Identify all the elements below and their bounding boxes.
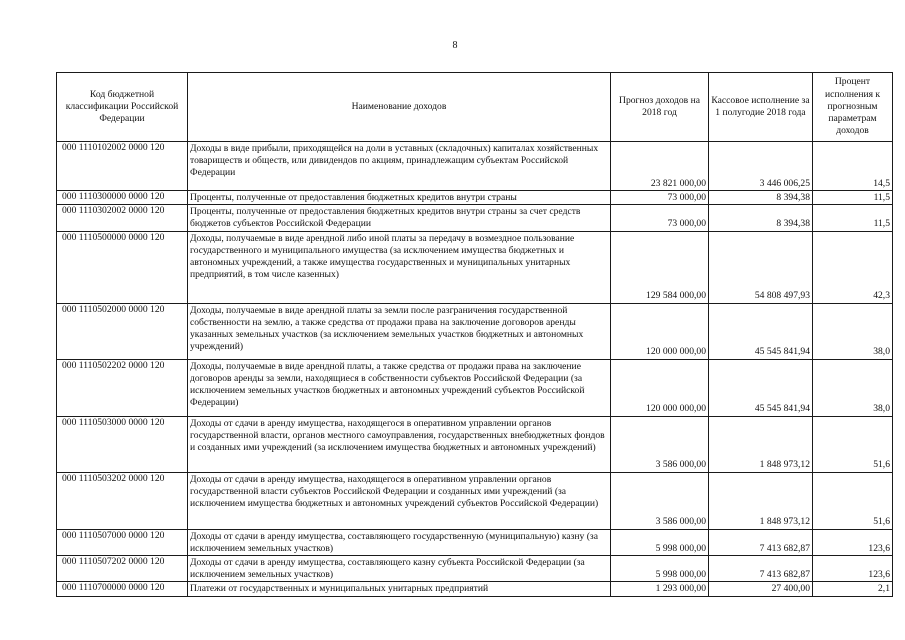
row-code: 000 1110507202 0000 120 [57, 556, 188, 582]
row-forecast: 3 586 000,00 [611, 472, 709, 529]
row-code: 000 1110700000 0000 120 [57, 582, 188, 596]
row-percent: 123,6 [813, 529, 893, 555]
row-name: Доходы от сдачи в аренду имущества, находящегося в оперативном управлении органов государственной власти субъектов Российской Федерации и созданных ими учреждений (за исключением имущества бюджетных и автономных учреждений субъектов Российской Федерации) [188, 472, 611, 529]
row-execution: 8 394,38 [709, 191, 813, 205]
row-code: 000 1110502202 0000 120 [57, 359, 188, 416]
row-percent: 51,6 [813, 416, 893, 472]
row-execution: 45 545 841,94 [709, 303, 813, 359]
row-forecast: 73 000,00 [611, 205, 709, 231]
row-execution: 1 848 973,12 [709, 416, 813, 472]
row-code: 000 1110300000 0000 120 [57, 191, 188, 205]
row-name: Доходы от сдачи в аренду имущества, составляющего казну субъекта Российской Федерации (за исключением земельных участков) [188, 556, 611, 582]
row-forecast: 120 000 000,00 [611, 303, 709, 359]
row-name: Проценты, полученные от предоставления бюджетных кредитов внутри страны [188, 191, 611, 205]
row-forecast: 1 293 000,00 [611, 582, 709, 596]
header-forecast: Прогноз доходов на 2018 год [611, 73, 709, 142]
row-name: Доходы, получаемые в виде арендной либо иной платы за передачу в возмездное пользование государственного и муниципального имущества (за исключением имущества бюджетных и автономных учреждений, а также имущества государственных и муниципальных унитарных предприятий, в том числе казенных) [188, 231, 611, 303]
row-forecast: 5 998 000,00 [611, 556, 709, 582]
table-row [57, 582, 893, 596]
table-row [57, 142, 893, 191]
row-forecast: 120 000 000,00 [611, 359, 709, 416]
row-execution: 54 808 497,93 [709, 231, 813, 303]
table-row [57, 472, 893, 529]
row-percent: 42,3 [813, 231, 893, 303]
row-code: 000 1110503000 0000 120 [57, 416, 188, 472]
table-row [57, 416, 893, 472]
row-name: Доходы в виде прибыли, приходящейся на доли в уставных (складочных) капиталах хозяйственных товариществ и обществ, или дивидендов по акциям, принадлежащим субъектам Российской Федерации [188, 142, 611, 191]
row-forecast: 129 584 000,00 [611, 231, 709, 303]
row-percent: 11,5 [813, 191, 893, 205]
row-percent: 51,6 [813, 472, 893, 529]
row-name: Платежи от государственных и муниципальных унитарных предприятий [188, 582, 611, 596]
page-number: 8 [452, 40, 458, 51]
header-percent: Процент исполнения к прогнозным параметрам доходов [813, 73, 893, 142]
row-execution: 7 413 682,87 [709, 529, 813, 555]
row-execution: 7 413 682,87 [709, 556, 813, 582]
row-name: Проценты, полученные от предоставления бюджетных кредитов внутри страны за счет средств бюджетов субъектов Российской Федерации [188, 205, 611, 231]
row-percent: 14,5 [813, 142, 893, 191]
row-percent: 123,6 [813, 556, 893, 582]
table-row [57, 359, 893, 416]
row-forecast: 23 821 000,00 [611, 142, 709, 191]
row-code: 000 1110102002 0000 120 [57, 142, 188, 191]
table-row [57, 529, 893, 555]
row-execution: 1 848 973,12 [709, 472, 813, 529]
row-forecast: 73 000,00 [611, 191, 709, 205]
table-row [57, 231, 893, 303]
row-execution: 3 446 006,25 [709, 142, 813, 191]
revenue-table [56, 72, 893, 597]
row-percent: 2,1 [813, 582, 893, 596]
row-code: 000 1110503202 0000 120 [57, 472, 188, 529]
row-forecast: 5 998 000,00 [611, 529, 709, 555]
table-row [57, 556, 893, 582]
row-code: 000 1110500000 0000 120 [57, 231, 188, 303]
table-row [57, 303, 893, 359]
row-percent: 38,0 [813, 359, 893, 416]
row-code: 000 1110502000 0000 120 [57, 303, 188, 359]
row-name: Доходы от сдачи в аренду имущества, находящегося в оперативном управлении органов государственной власти, органов местного самоуправления, государственных внебюджетных фондов и созданных ими учреждений (за исключением имущества бюджетных и автономных учреждений) [188, 416, 611, 472]
row-execution: 8 394,38 [709, 205, 813, 231]
row-name: Доходы от сдачи в аренду имущества, составляющего государственную (муниципальную) казну (за исключением земельных участков) [188, 529, 611, 555]
row-code: 000 1110302002 0000 120 [57, 205, 188, 231]
table-row [57, 191, 893, 205]
header-name: Наименование доходов [188, 73, 611, 142]
header-code: Код бюджетной классификации Российской Федерации [57, 73, 188, 142]
row-forecast: 3 586 000,00 [611, 416, 709, 472]
row-name: Доходы, получаемые в виде арендной платы, а также средства от продажи права на заключение договоров аренды за земли, находящиеся в собственности субъектов Российской Федерации (за исключением земельных участков бюджетных и автономных учреждений субъектов Российской Федерации) [188, 359, 611, 416]
table-header-row [57, 73, 893, 142]
table-row [57, 205, 893, 231]
row-execution: 27 400,00 [709, 582, 813, 596]
header-execution: Кассовое исполнение за 1 полугодие 2018 года [709, 73, 813, 142]
row-execution: 45 545 841,94 [709, 359, 813, 416]
row-percent: 11,5 [813, 205, 893, 231]
row-code: 000 1110507000 0000 120 [57, 529, 188, 555]
row-name: Доходы, получаемые в виде арендной платы за земли после разграничения государственной собственности на землю, а также средства от продажи права на заключение договоров аренды указанных земельных участков (за исключением земельных участков бюджетных и автономных учреждений) [188, 303, 611, 359]
row-percent: 38,0 [813, 303, 893, 359]
